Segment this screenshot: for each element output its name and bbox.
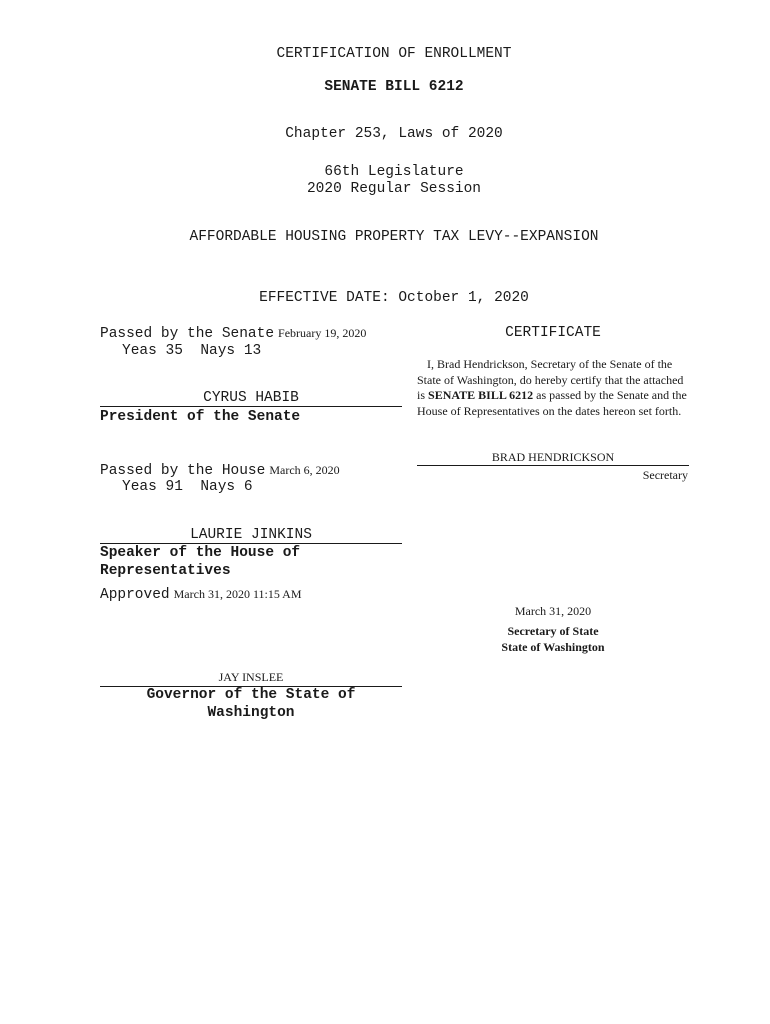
- speaker-title-line2: Representatives: [100, 563, 231, 579]
- governor-title-line1: Governor of the State of: [146, 687, 356, 703]
- bill-subject: AFFORDABLE HOUSING PROPERTY TAX LEVY--EXPANSION: [189, 229, 599, 245]
- certificate-bill-name: SENATE BILL 6212: [428, 388, 534, 402]
- certificate-text: [417, 357, 692, 419]
- speaker-name: LAURIE JINKINS: [190, 527, 312, 543]
- filing-office-line1: Secretary of State: [507, 624, 599, 638]
- house-passage-date: March 6, 2020: [269, 463, 340, 477]
- senate-passage-label: Passed by the Senate: [100, 326, 275, 342]
- secretary-signature-line: [417, 465, 689, 466]
- senate-passage-line: [100, 324, 366, 342]
- secretary-title: Secretary: [642, 468, 688, 482]
- bill-title: SENATE BILL 6212: [324, 79, 464, 95]
- governor-title-line2: Washington: [207, 705, 295, 721]
- president-signature-line: [100, 406, 402, 407]
- certificate-heading: CERTIFICATE: [505, 325, 601, 341]
- filing-office-line2: State of Washington: [501, 640, 605, 654]
- governor-name: JAY INSLEE: [218, 670, 284, 684]
- certificate-text-before: I, Brad Hendrickson, Secretary of the Senate of the State of Washington, do hereby certify that the attached is: [417, 357, 684, 402]
- legislature-line: 66th Legislature: [324, 164, 464, 180]
- secretary-name: BRAD HENDRICKSON: [491, 450, 615, 464]
- effective-date: EFFECTIVE DATE: October 1, 2020: [259, 290, 529, 306]
- house-passage-line: [100, 461, 340, 479]
- chapter-line: Chapter 253, Laws of 2020: [285, 126, 503, 142]
- house-votes: Yeas 91 Nays 6: [122, 479, 253, 495]
- president-title: President of the Senate: [100, 409, 301, 425]
- president-name: CYRUS HABIB: [203, 390, 299, 406]
- approval-line: [100, 585, 302, 603]
- certificate-text-after: as passed by the Senate and the House of Representatives on the dates hereon set forth.: [417, 388, 687, 418]
- senate-votes: Yeas 35 Nays 13: [122, 343, 262, 359]
- session-line: 2020 Regular Session: [306, 181, 482, 197]
- certification-title: CERTIFICATION OF ENROLLMENT: [276, 46, 512, 62]
- filing-date: March 31, 2020: [514, 604, 592, 618]
- approval-datetime: March 31, 2020 11:15 AM: [173, 587, 302, 601]
- house-passage-label: Passed by the House: [100, 463, 266, 479]
- speaker-signature-line: [100, 543, 402, 544]
- approval-label: Approved: [100, 587, 170, 603]
- speaker-title-line1: Speaker of the House of: [100, 545, 301, 561]
- senate-passage-date: February 19, 2020: [278, 326, 367, 340]
